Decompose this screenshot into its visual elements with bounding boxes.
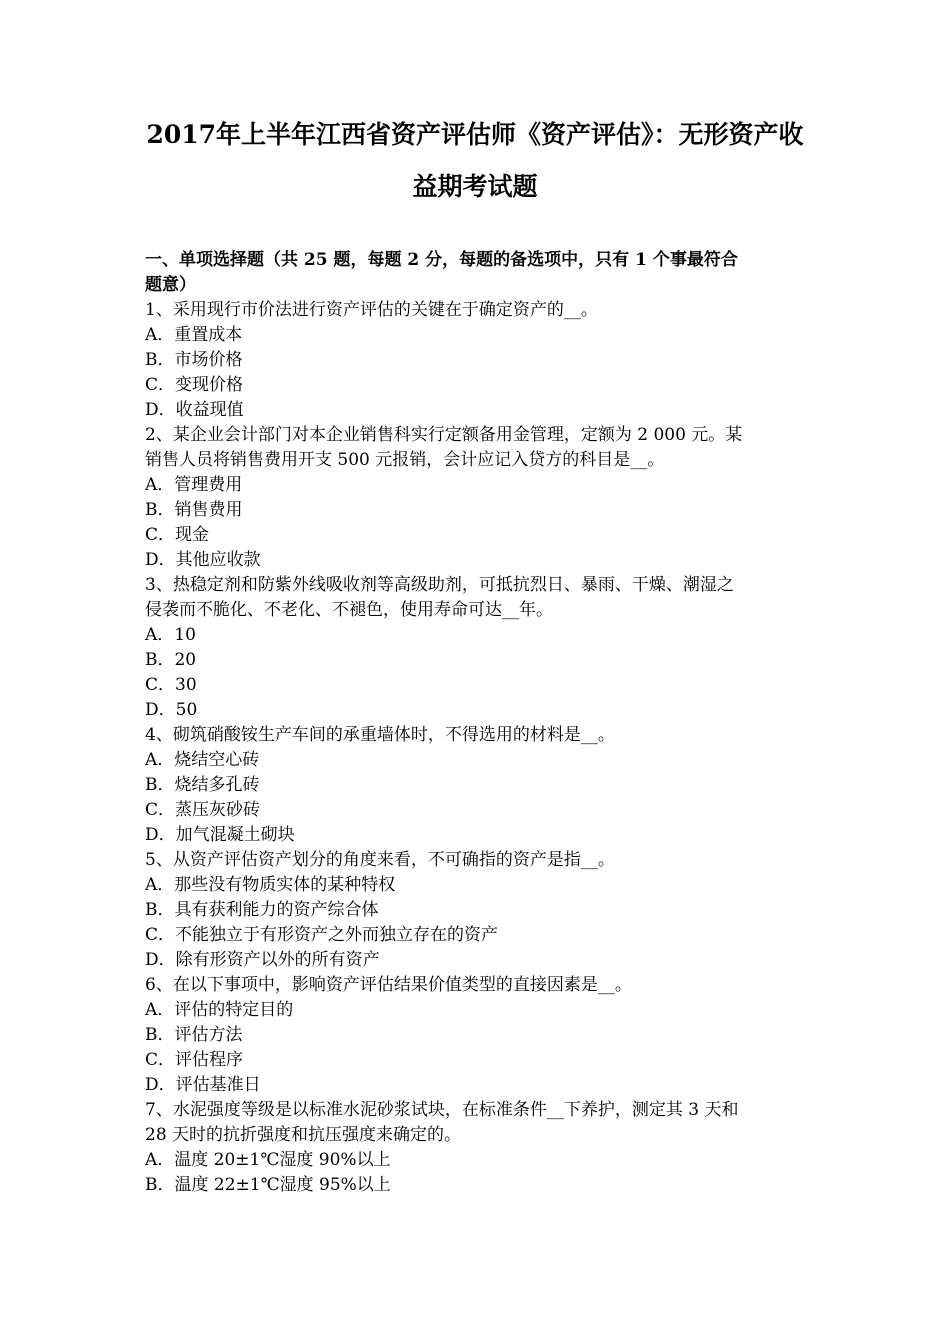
option-c: C．30: [145, 675, 197, 695]
question-7: [145, 1098, 807, 1198]
option-d: D．收益现值: [145, 400, 244, 420]
option-a: A．管理费用: [145, 475, 243, 495]
option-b: B．温度 22±1℃湿度 95%以上: [145, 1175, 391, 1195]
document-title-line-1: 2017年上半年江西省资产评估师《资产评估》：无形资产收: [146, 120, 804, 149]
option-d: D．除有形资产以外的所有资产: [145, 950, 380, 970]
option-a: A．重置成本: [145, 325, 243, 345]
option-d: D．其他应收款: [145, 550, 261, 570]
section-heading: [145, 248, 807, 298]
option-a: A．10: [145, 625, 196, 645]
question-stem-line: 28 天时的抗折强度和抗压强度来确定的。: [145, 1125, 462, 1145]
option-b: B．烧结多孔砖: [145, 775, 260, 795]
question-stem-line: 侵袭而不脆化、不老化、不褪色，使用寿命可达__年。: [145, 600, 553, 620]
option-d: D．评估基准日: [145, 1075, 261, 1095]
option-d: D．加气混凝土砌块: [145, 825, 295, 845]
option-d: D．50: [145, 700, 198, 720]
question-stem-line: 7、水泥强度等级是以标准水泥砂浆试块，在标准条件__下养护，测定其 3 天和: [145, 1100, 739, 1120]
option-a: A．烧结空心砖: [145, 750, 260, 770]
question-stem-line: 3、热稳定剂和防紫外线吸收剂等高级助剂，可抵抗烈日、暴雨、干燥、潮湿之: [145, 575, 734, 595]
option-b: B．销售费用: [145, 500, 243, 520]
option-a: A．那些没有物质实体的某种特权: [145, 875, 396, 895]
question-1: [145, 298, 807, 423]
document-title-line-2: 益期考试题: [412, 172, 538, 201]
option-b: B．具有获利能力的资产综合体: [145, 900, 379, 920]
question-stem: [145, 423, 807, 473]
question-stem-line: 5、从资产评估资产划分的角度来看，不可确指的资产是指__。: [145, 850, 615, 870]
question-3: [145, 573, 807, 723]
question-5: [145, 848, 807, 973]
section-heading-line-1: 一、单项选择题（共 25 题，每题 2 分，每题的备选项中，只有 1 个事最符合: [145, 250, 738, 270]
option-c: C．蒸压灰砂砖: [145, 800, 261, 820]
option-c: C．评估程序: [145, 1050, 244, 1070]
question-stem: [145, 1098, 807, 1148]
question-stem: [145, 848, 807, 873]
question-stem-line: 4、砌筑硝酸铵生产车间的承重墙体时，不得选用的材料是__。: [145, 725, 615, 745]
question-4: [145, 723, 807, 848]
question-stem-line: 1、采用现行市价法进行资产评估的关键在于确定资产的__。: [145, 300, 598, 320]
question-stem: [145, 723, 807, 748]
question-stem: [145, 573, 807, 623]
question-stem: [145, 298, 807, 323]
question-stem: [145, 973, 807, 998]
section-heading-line-2: 题意）: [145, 275, 196, 295]
option-b: B．20: [145, 650, 197, 670]
option-a: A．评估的特定目的: [145, 1000, 294, 1020]
question-stem-line: 2、某企业会计部门对本企业销售科实行定额备用金管理，定额为 2 000 元。某: [145, 425, 743, 445]
question-6: [145, 973, 807, 1098]
document-body: [145, 248, 807, 1198]
option-a: A．温度 20±1℃湿度 90%以上: [145, 1150, 391, 1170]
option-b: B．市场价格: [145, 350, 243, 370]
option-c: C．现金: [145, 525, 210, 545]
question-stem-line: 6、在以下事项中，影响资产评估结果价值类型的直接因素是__。: [145, 975, 632, 995]
question-2: [145, 423, 807, 573]
option-c: C．变现价格: [145, 375, 244, 395]
question-stem-line: 销售人员将销售费用开支 500 元报销，会计应记入贷方的科目是__。: [145, 450, 665, 470]
option-c: C．不能独立于有形资产之外而独立存在的资产: [145, 925, 499, 945]
option-b: B．评估方法: [145, 1025, 243, 1045]
